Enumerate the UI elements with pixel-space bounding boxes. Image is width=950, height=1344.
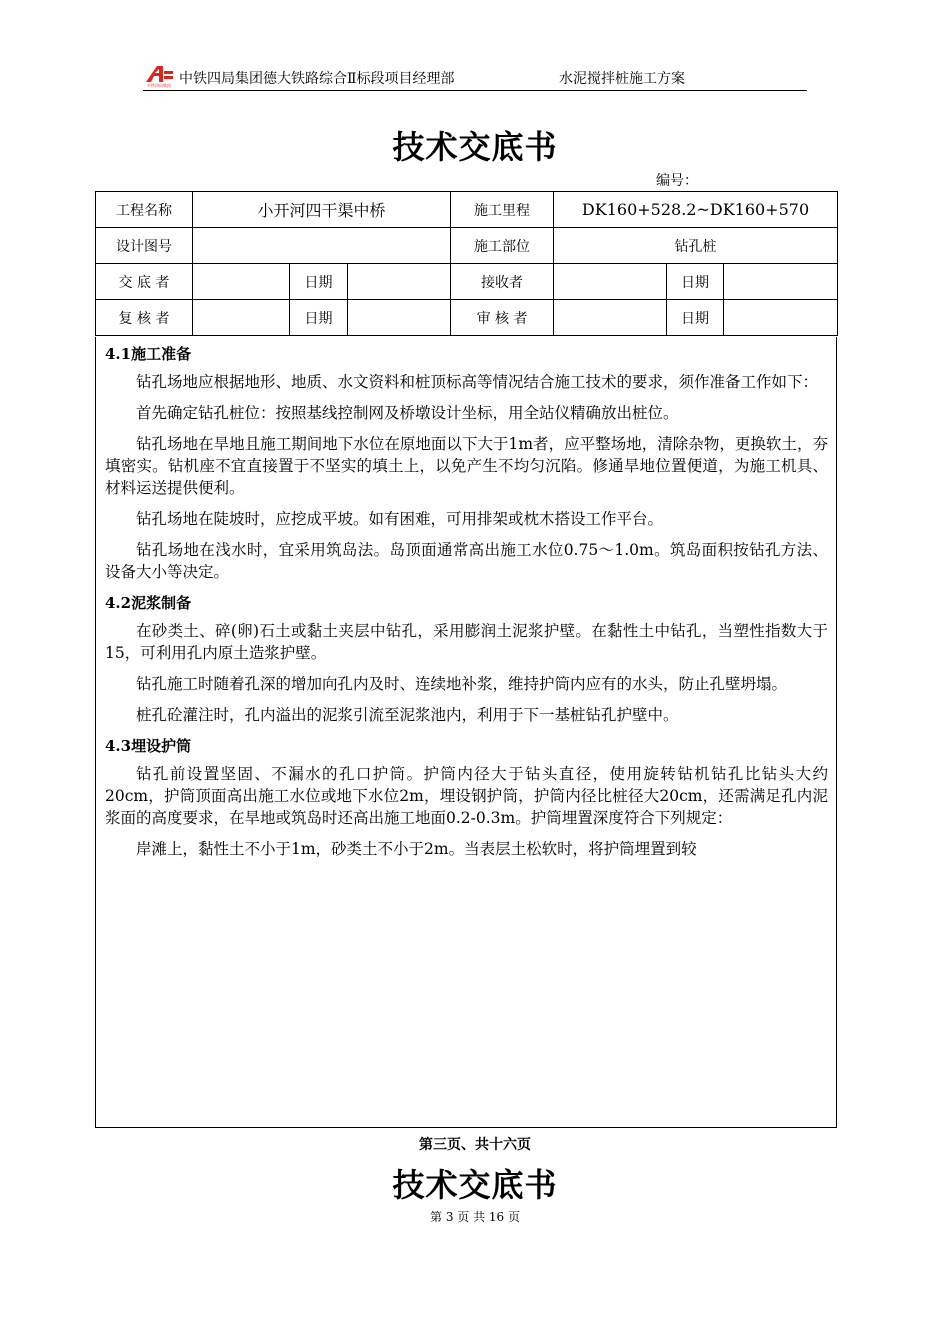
project-name-value: 小开河四干渠中桥 [193, 192, 451, 228]
table-row [96, 264, 838, 300]
drawing-number-label: 设计图号 [96, 228, 193, 264]
section-heading: 4.1施工准备 [105, 345, 192, 363]
auditor-label: 审 核 者 [451, 300, 554, 336]
presenter-label: 交 底 者 [96, 264, 193, 300]
content-box [95, 337, 837, 1128]
paragraph: 首先确定钻孔桩位：按照基线控制网及桥墩设计坐标，用全站仪精确放出桩位。 [136, 404, 679, 422]
paragraph: 桩孔砼灌注时，孔内溢出的泥浆引流至泥浆池内，利用于下一基桩钻孔护壁中。 [136, 706, 679, 724]
auditor-date-value [724, 300, 838, 336]
reviewer-value [193, 300, 290, 336]
paragraph: 钻孔场地在浅水时，宜采用筑岛法。岛顶面通常高出施工水位0.75～1.0m。筑岛面积按钻孔方法、设备大小等决定。 [105, 541, 828, 581]
construction-part-label: 施工部位 [451, 228, 554, 264]
receiver-date-label: 日期 [667, 264, 724, 300]
page-number: 第 3 页 共 16 页 [430, 1210, 520, 1224]
paragraph: 钻孔场地应根据地形、地质、水文资料和桩顶标高等情况结合施工技术的要求，须作准备工作如下： [136, 373, 819, 391]
table-row [96, 300, 838, 336]
section-heading: 4.2泥浆制备 [105, 594, 192, 612]
mileage-label: 施工里程 [451, 192, 554, 228]
paragraph: 钻孔场地在旱地且施工期间地下水位在原地面以下大于1m者，应平整场地，清除杂物，更换软土，夯填密实。钻机座不宜直接置于不坚实的填土上，以免产生不均匀沉陷。修通旱地位置便道，为施工机具、材料运送提供便利。 [105, 435, 828, 497]
construction-part-value: 钻孔桩 [554, 228, 838, 264]
paragraph: 钻孔场地在陡坡时，应挖成平坡。如有困难，可用排架或枕木搭设工作平台。 [136, 510, 664, 528]
paragraph: 钻孔前设置坚固、不漏水的孔口护筒。护筒内径大于钻头直径，使用旋转钻机钻孔比钻头大约20cm，护筒顶面高出施工水位或地下水位2m，埋设钢护筒，护筒内径比桩径大20cm，还需满足孔内泥浆面的高度要求，在旱地或筑岛时还高出施工地面0.2-0.3m。护筒埋置深度符合下列规定： [105, 765, 828, 827]
auditor-value [554, 300, 667, 336]
table-row [96, 192, 838, 228]
auditor-date-label: 日期 [667, 300, 724, 336]
svg-text:中铁四局集团: 中铁四局集团 [147, 83, 171, 88]
page-header [143, 64, 807, 91]
reviewer-label: 复 核 者 [96, 300, 193, 336]
drawing-number-value [193, 228, 451, 264]
presenter-value [193, 264, 290, 300]
table-row [96, 228, 838, 264]
header-company: 中铁四局集团德大铁路综合Ⅱ标段项目经理部 [179, 71, 455, 87]
receiver-value [554, 264, 667, 300]
mileage-value: DK160+528.2~DK160+570 [554, 192, 838, 228]
project-name-label: 工程名称 [96, 192, 193, 228]
reviewer-date-value [348, 300, 451, 336]
paragraph: 钻孔施工时随着孔深的增加向孔内及时、连续地补浆，维持护筒内应有的水头，防止孔壁坍塌。 [136, 675, 788, 693]
reviewer-date-label: 日期 [290, 300, 348, 336]
company-logo-icon [143, 64, 175, 88]
paragraph: 在砂类土、碎(卵)石土或黏土夹层中钻孔，采用膨润土泥浆护壁。在黏性土中钻孔，当塑性指数大于15，可利用孔内原土造浆护壁。 [105, 622, 828, 662]
receiver-label: 接收者 [451, 264, 554, 300]
document-title-repeat: 技术交底书 [392, 1166, 558, 1204]
section-heading: 4.3埋设护筒 [105, 737, 192, 755]
page-indicator: 第三页、共十六页 [419, 1137, 531, 1153]
presenter-date-value [348, 264, 451, 300]
presenter-date-label: 日期 [290, 264, 348, 300]
receiver-date-value [724, 264, 838, 300]
info-table [95, 191, 838, 336]
serial-number-label: 编号： [656, 173, 698, 189]
header-plan-title: 水泥搅拌桩施工方案 [559, 71, 685, 87]
paragraph: 岸滩上，黏性土不小于1m，砂类土不小于2m。当表层土松软时，将护筒埋置到较 [136, 840, 697, 858]
document-title: 技术交底书 [392, 128, 558, 166]
